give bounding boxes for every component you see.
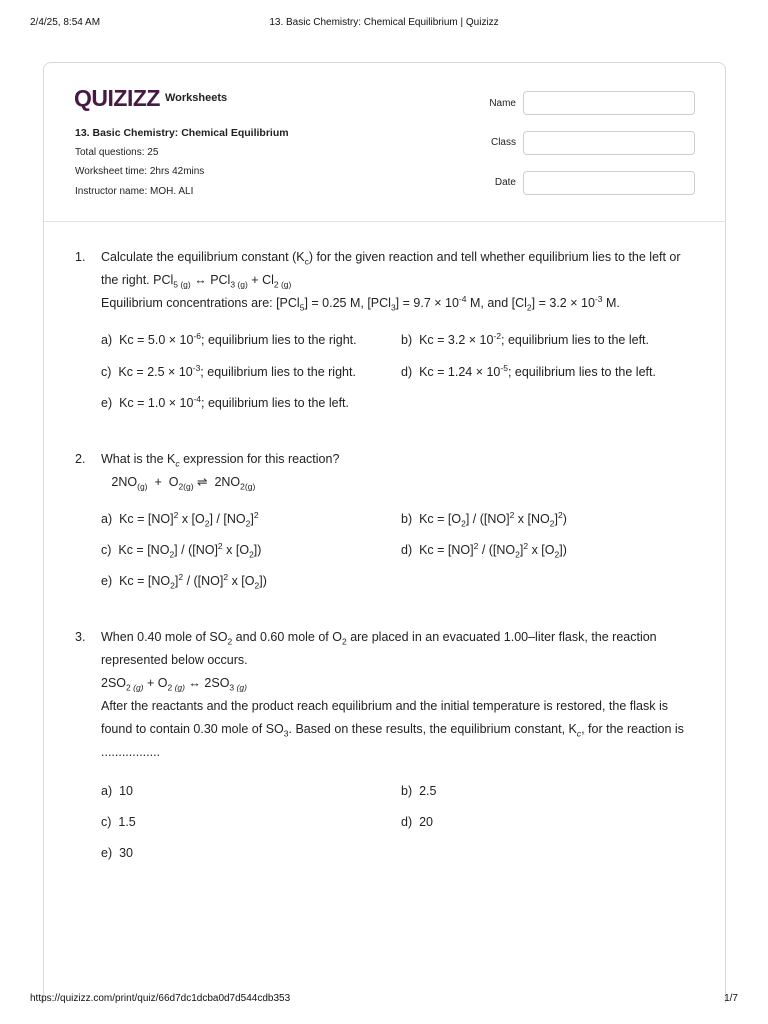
date-field[interactable]	[523, 171, 695, 195]
option-3d[interactable]: d) 20	[401, 815, 433, 829]
print-page-number: 1/7	[724, 993, 738, 1004]
option-2a[interactable]: a) Kc = [NO]$^2$ x $[O_2] / [NO_2]^2$	[101, 509, 259, 529]
question-text: What is the $K_c$ expression for this reaction? $2NO_{(g)} + O_{2(g)}$ ⇌ $2NO_{2(g)}$	[101, 452, 340, 492]
worksheets-tag: Worksheets	[165, 92, 228, 104]
option-2b[interactable]: b) $Kc = [O_2] / ([NO]^2$ x $[NO_2]^2$)	[401, 509, 567, 529]
option-1e[interactable]: e) $Kc = 1.0 \times 10^{-4}$; equilibrium lies to the left.	[101, 393, 349, 410]
option-2e[interactable]: e) $Kc = [NO_2]^2 / ([NO]^2$ x $[O_2]$)	[101, 571, 267, 591]
quizizz-logo	[74, 85, 162, 111]
print-datetime: 2/4/25, 8:54 AM	[30, 17, 101, 28]
worksheet-title: 13. Basic Chemistry: Chemical Equilibrium	[75, 127, 289, 139]
option-1a[interactable]: a) $Kc = 5.0 \times 10^{-6}$; equilibrium lies to the right.	[101, 330, 357, 347]
name-field[interactable]	[523, 91, 695, 115]
worksheet-card	[43, 62, 726, 1003]
class-field[interactable]	[523, 131, 695, 155]
question-text: Calculate the equilibrium constant $(K_c)$ for the given reaction and tell whether equilibrium lies to the left or the right. PCl$_{5 (g)}$ ↔ $PCl_{3 (g)} + Cl_{2 (g)}$ Equilibrium concentrations are: [PCl$_5$] = 0.25 M, $[PCl_3] = 9.7 \times 10^{-4}$ M, and $[Cl_2] = 3.2 \times 10^{-3}$ M.	[101, 250, 681, 313]
option-1c[interactable]: c) $Kc = 2.5 \times 10^{-3}$; equilibrium lies to the right.	[101, 362, 356, 379]
instructor-name: Instructor name: MOH. ALI	[75, 186, 194, 197]
option-1d[interactable]: d) $Kc = 1.24 \times 10^{-5}$; equilibrium lies to the left.	[401, 362, 656, 379]
option-2d[interactable]: d) $Kc = [NO]^2 / ([NO_2]^2$ x $[O_2]$)	[401, 540, 567, 560]
total-questions: Total questions: 25	[75, 147, 159, 158]
option-3a[interactable]: a) 10	[101, 784, 133, 798]
print-url[interactable]: https://quizizz.com/print/quiz/66d7dc1dcba0d7d544cdb353	[30, 993, 291, 1004]
question-number: 2.	[75, 452, 86, 466]
question-text: When 0.40 mole of $SO_2$ and 0.60 mole of $O_2$ are placed in an evacuated 1.00–liter flask, the reaction represented below occurs. $2SO_{2 (g)} + O_{2 (g)}$ ↔ $2SO_{3 (g)}$ After the reactants and the product reach equilibrium and the initial temperature is restored, the flask is found to contain 0.30 mole of $SO_3$. Based on these results, the equilibrium constant, $K_c$, for the reaction is .................	[101, 630, 684, 759]
svg-text:QUIZIZZ: QUIZIZZ	[74, 85, 160, 111]
question-number: 3.	[75, 630, 86, 644]
class-label: Class	[490, 137, 516, 148]
print-page-title: 13. Basic Chemistry: Chemical Equilibrium | Quizizz	[269, 17, 499, 28]
option-2c[interactable]: c) $Kc = [NO_2] / ([NO]^2$ x $[O_2]$)	[101, 540, 262, 560]
date-label: Date	[494, 177, 516, 188]
option-3b[interactable]: b) 2.5	[401, 784, 437, 798]
option-3e[interactable]: e) 30	[101, 846, 133, 860]
question-number: 1.	[75, 250, 86, 264]
worksheet-header	[44, 63, 725, 222]
option-3c[interactable]: c) 1.5	[101, 815, 136, 829]
worksheet-time: Worksheet time: 2hrs 42mins	[75, 166, 205, 177]
option-1b[interactable]: b) $Kc = 3.2 \times 10^{-2}$; equilibrium lies to the left.	[401, 330, 649, 347]
name-label: Name	[489, 98, 516, 109]
